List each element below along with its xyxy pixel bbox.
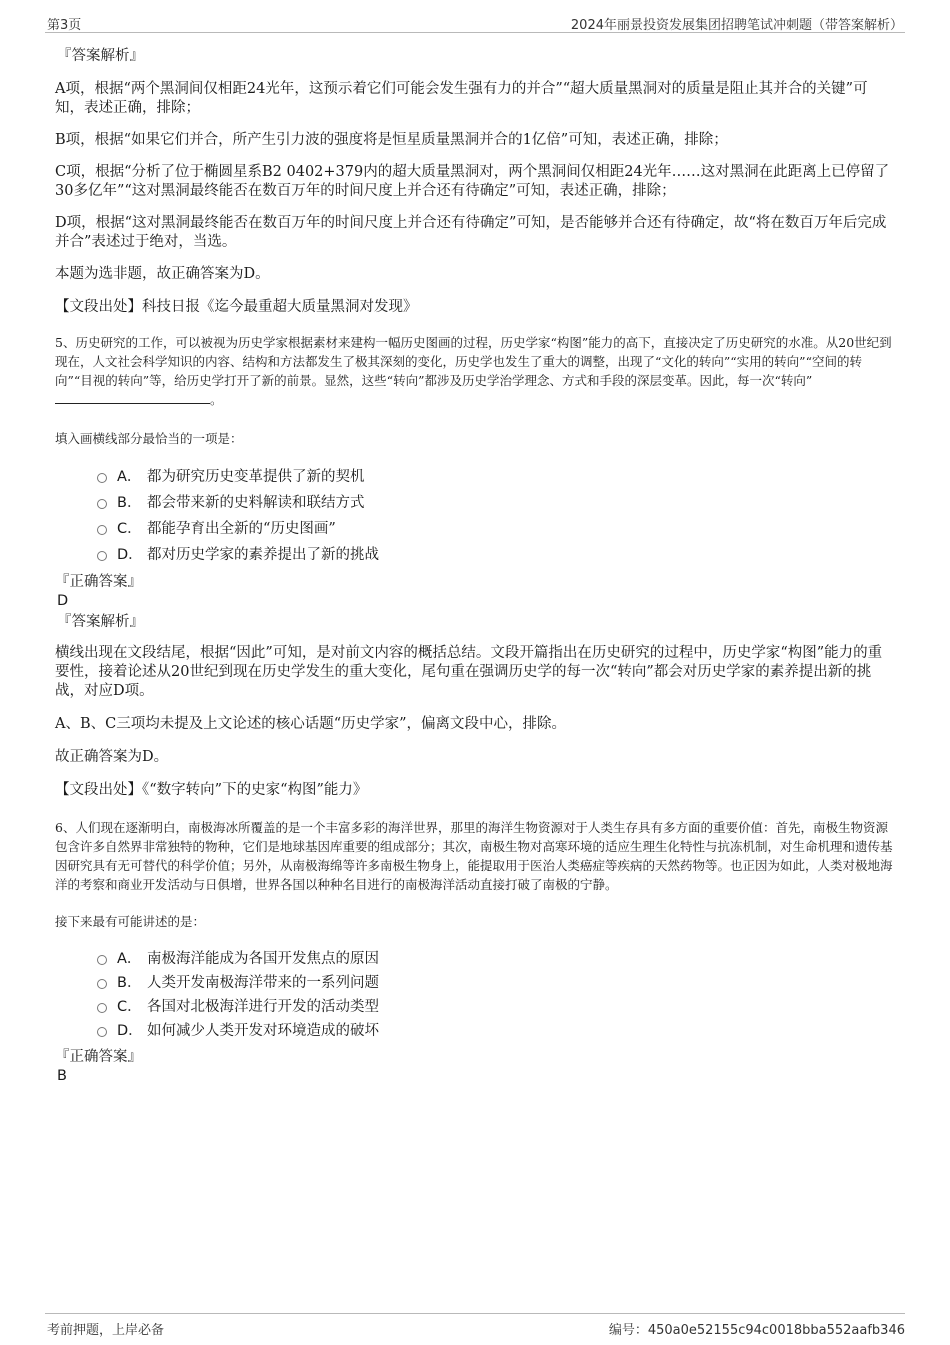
radio-icon[interactable] — [97, 1003, 107, 1013]
radio-icon[interactable] — [97, 525, 107, 535]
page-number: 第3页 — [47, 18, 82, 33]
option-c[interactable]: C． 都能孕育出全新的“历史图画” — [97, 514, 895, 540]
footer-slogan: 考前押题，上岸必备 — [47, 1323, 165, 1338]
document-code: 编号：450a0e52155c94c0018bba552aafb346 — [608, 1323, 905, 1338]
question-6-options — [55, 945, 895, 1041]
correct-answer-tag: 『正确答案』 — [55, 574, 142, 590]
question-6-prompt: 接下来最有可能讲述的是： — [55, 914, 206, 929]
radio-icon[interactable] — [97, 473, 107, 483]
option-d[interactable]: D． 都对历史学家的素养提出了新的挑战 — [97, 540, 895, 566]
question-5-prompt: 填入画横线部分最恰当的一项是： — [55, 431, 243, 446]
radio-icon[interactable] — [97, 551, 107, 561]
option-c[interactable]: C． 各国对北极海洋进行开发的活动类型 — [97, 993, 895, 1017]
analysis-paragraph-a: A项，根据“两个黑洞间仅相距24光年，这预示着它们可能会发生强有力的并合”“超大质量黑洞对的质量是阻止其并合的关键”可知，表述正确，排除； — [55, 81, 868, 116]
option-a[interactable]: A． 南极海洋能成为各国开发焦点的原因 — [97, 945, 895, 969]
radio-icon[interactable] — [97, 979, 107, 989]
option-a[interactable]: A． 都为研究历史变革提供了新的契机 — [97, 462, 895, 488]
source-citation: 【文段出处】科技日报《迄今最重超大质量黑洞对发现》 — [55, 299, 418, 315]
radio-icon[interactable] — [97, 1027, 107, 1037]
question-5-stem: 5、历史研究的工作，可以被视为历史学家根据素材来建构一幅历史图画的过程，历史学家“构图”能力的高下，直接决定了历史研究的水准。从20世纪到现在，人文社会科学知识的内容、结构和方法都发生了极其深刻的变化，历史学也发生了重大的调整，出现了“文化的转向”“实用的转向”“空间的转向”“目视的转向”等，给历史学打开了新的前景。显然，这些“转向”都涉及历史学治学理念、方式和手段的深层变革。因此，每一次“转向”。 — [55, 335, 892, 407]
analysis-tag: 『答案解析』 — [57, 48, 144, 64]
question-6-stem: 6、人们现在逐渐明白，南极海冰所覆盖的是一个丰富多彩的海洋世界，那里的海洋生物资源对于人类生存具有多方面的重要价值：首先，南极生物资源包含许多自然界非常独特的物种，它们是地球基因库重要的组成部分；其次，南极生物对高寒环境的适应生理生化特性与抗冻机制，对生命机理和遗传基因研究具有无可替代的科学价值；另外，从南极海绵等许多南极生物身上，能提取用于医治人类癌症等疾病的天然药物等。也正因为如此，人类对极地海洋的考察和商业开发活动与日俱增，世界各国以种种名目进行的南极海洋活动直接打破了南极的宁静。 — [55, 820, 893, 892]
source-citation: 【文段出处】《“数字转向”下的史家“构图”能力》 — [55, 782, 368, 798]
option-d[interactable]: D． 如何减少人类开发对环境造成的破坏 — [97, 1017, 895, 1041]
correct-answer: B — [57, 1068, 67, 1084]
analysis-paragraph: 横线出现在文段结尾，根据“因此”可知，是对前文内容的概括总结。文段开篇指出在历史研究的过程中，历史学家“构图”能力的重要性，接着论述从20世纪到现在历史学发生的重大变化，尾句重在强调历史学的每一次“转向”都会对历史学家的素养提出新的挑战，对应D项。 — [55, 645, 883, 699]
question-5-options — [55, 462, 895, 566]
analysis-paragraph-b: B项，根据“如果它们并合，所产生引力波的强度将是恒星质量黑洞并合的1亿倍”可知，表述正确，排除； — [55, 132, 728, 148]
page-footer — [45, 1313, 905, 1338]
option-b[interactable]: B． 人类开发南极海洋带来的一系列问题 — [97, 969, 895, 993]
answer-blank — [55, 391, 210, 404]
analysis-tag: 『答案解析』 — [57, 614, 144, 630]
option-b[interactable]: B． 都会带来新的史料解读和联结方式 — [97, 488, 895, 514]
page-content — [55, 46, 895, 1085]
radio-icon[interactable] — [97, 955, 107, 965]
radio-icon[interactable] — [97, 499, 107, 509]
analysis-paragraph: A、B、C三项均未提及上文论述的核心话题“历史学家”，偏离文段中心，排除。 — [55, 716, 567, 732]
document-title: 2024年丽景投资发展集团招聘笔试冲刺题（带答案解析） — [570, 18, 903, 33]
page-header — [45, 14, 905, 33]
correct-answer-tag: 『正确答案』 — [55, 1049, 142, 1065]
analysis-conclusion: 本题为选非题，故正确答案为D。 — [55, 266, 270, 282]
analysis-conclusion: 故正确答案为D。 — [55, 749, 169, 765]
correct-answer: D — [57, 593, 69, 609]
analysis-paragraph-c: C项，根据“分析了位于椭圆星系B2 0402+379内的超大质量黑洞对，两个黑洞间仅相距24光年……这对黑洞在此距离上已停留了30多亿年”“这对黑洞最终能否在数百万年的时间尺度上并合还有待确定”可知，表述正确，排除； — [55, 164, 890, 199]
analysis-paragraph-d: D项，根据“这对黑洞最终能否在数百万年的时间尺度上并合还有待确定”可知，是否能够并合还有待确定，故“将在数百万年后完成并合”表述过于绝对，当选。 — [55, 215, 887, 250]
